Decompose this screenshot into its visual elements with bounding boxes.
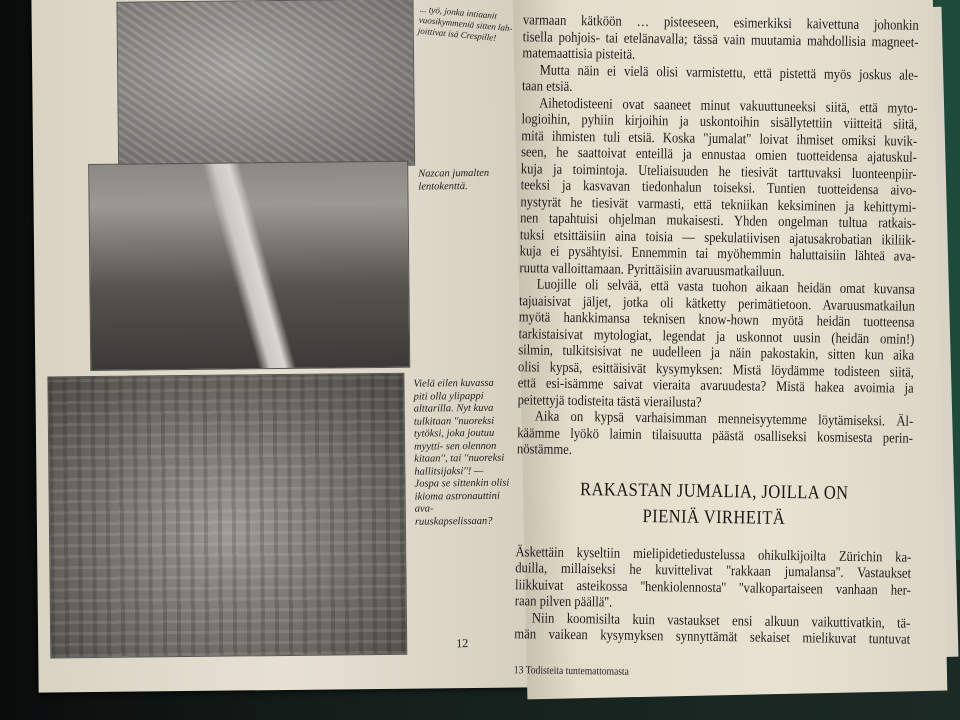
chapter-heading [516,476,913,534]
text-line: seen, he saattoivat enteillä ja ennustaa omien tuotteidensa ajatuskul- [520,144,918,166]
text-line: tuksi etsittäisiin aina toisia — spekulatiivisen ajatusakrobatian ikiliik- [519,226,916,249]
text-line: taan etsiä. [521,78,573,95]
caption-palenque: Vielä eilen kuvassa piti olla ylipappi alttarilla. Nyt kuva tulkitaan ''nuoreksi tytöksi, joka joutuu myytti- sen olennon kitaan'', tai ''nuoreksi hallitsijaksi''! — Jospa se sittenkin olisi ikioma astronauttini ava- ruuskapselissaan? [413,377,510,528]
photo-palenque-carving [47,373,407,659]
text-line: nöstämme. [516,441,573,458]
running-footer: 13 Todisteita tuntemattomasta [513,663,629,678]
body-text-block-1 [520,12,919,232]
chapter-heading-line-1: RAKASTAN JUMALIA, JOILLA ON [579,478,849,504]
text-line: logioihin, pyhiin kirjoihin ja uskontoihin sisällytettiin viitteitä siitä, [521,111,918,133]
text-line: kuja ja toimintoja. Uteliaisuuden he tiesivät tarttuvaksi luonteenpiir- [520,160,917,183]
text-line: ruutta valloittamaan. Pyrittäisiin avaruusmatkailuun. [519,259,785,280]
photo-nazca-lines [88,161,410,371]
photo-carved-relief [116,0,415,169]
text-line: kuja ei pysähtyisi. Ennemmin tai myöhemmin haluttaisiin lähteä ava- [519,243,916,265]
text-line: tisella pohjois- tai etelänavalla; tässä vain muutamia mahdollisia magneet- [522,28,919,51]
text-line: Mutta näin ei vielä olisi varmistettu, että pistettä myös joskus ale- [539,61,919,84]
text-line: nen tapahtuisi ohjelman mukaisesti. Yhden ongelman tultua ratkais- [520,210,917,232]
text-line: Niin koomisilta kuin vastaukset ensi alkuun vaikuttivatkin, tä- [531,609,911,632]
right-page-column [514,12,919,682]
caption-nazca: Nazcan jumalten lentokenttä. [418,167,490,193]
text-line: raan pilven päällä''. [514,593,613,611]
text-line: myötä hankkimansa teknisen know-hown myötä heidän tuotteensa [518,309,915,331]
text-line: varmaan kätköön … pisteeseen, esimerkiksi kaivettuna johonkin [522,12,919,34]
right-page [513,0,948,699]
text-line: Luojille oli selvää, että vasta tuohon aikaan heidän omat kuvansa [536,276,916,298]
text-line: että esi-isämme saivat vieraita avaruudesta? Mistä hakea avoimia ja [517,375,914,397]
text-line: matemaattisia pisteitä. [522,45,636,63]
text-line: Äskettäin kyseltiin mielipidetiedustelussa ohikulkijoilta Zürichin ka- [515,543,912,566]
body-text-block-3 [514,544,911,649]
text-line: mitä ihmisten tuli etsiä. Koska "jumalat" loivat ihmiset omiksi kuvik- [521,127,918,150]
text-line: silmin, tulkitsisivat ne uudelleen ja näin pakostakin, sitten kun aika [518,342,915,364]
left-page [31,0,533,693]
body-text-block-2 [517,227,916,464]
text-line: nystyrät he tiesivät varmasti, että tekniikan keksiminen ja kehittymi- [520,193,917,216]
text-line: olisi kypsä, esittäisivät kysymyksen: Mistä löydämme todisteen siitä, [517,358,915,381]
chapter-heading-line-2: PIENIÄ VIRHEITÄ [642,505,786,529]
text-line: peitettyjä todisteita tästä vierailusta? [517,391,702,411]
text-line: Aihetodisteeni ovat saaneet minut vakuuttuneeksi siitä, että myto- [539,94,918,117]
text-line: Aika on kypsä varhaisimman menneisyytemme löytämiseksi. Äl- [534,408,914,430]
text-line: liikkuivat asteikossa ''henkiolennosta'' ''valkopartaiseen vanhaan her- [514,576,911,599]
text-line: tarkistaisivat mytologiat, legendat ja uskonnot uusin (heidän omin!) [518,325,915,348]
text-line: tajuaisivat jäljet, jotka oli kätketty perimätietoon. Avaruusmatkailun [518,292,915,315]
text-line: käämme lyökö laimin tilaisuutta päästä osalliseksi kosmisesta perin- [517,424,914,447]
text-line: teeksi ja kasvavan tiedonhalun toiseksi. Tuntien tuotteidensa aivo- [520,177,917,199]
text-line: män vaikean kysymyksen synnyttämät sekaiset mielikuvat tuntuvat [514,626,911,648]
text-line: duilla, millaiseksi he kuvittelivat ''rakkaan jumalansa''. Vastaukset [515,560,912,582]
caption-relief: ... työ, jonka intiaanit vuosikymmeniä sitten lah- joittivat isä Crespille! [417,3,514,43]
page-number-left: 12 [456,636,469,651]
